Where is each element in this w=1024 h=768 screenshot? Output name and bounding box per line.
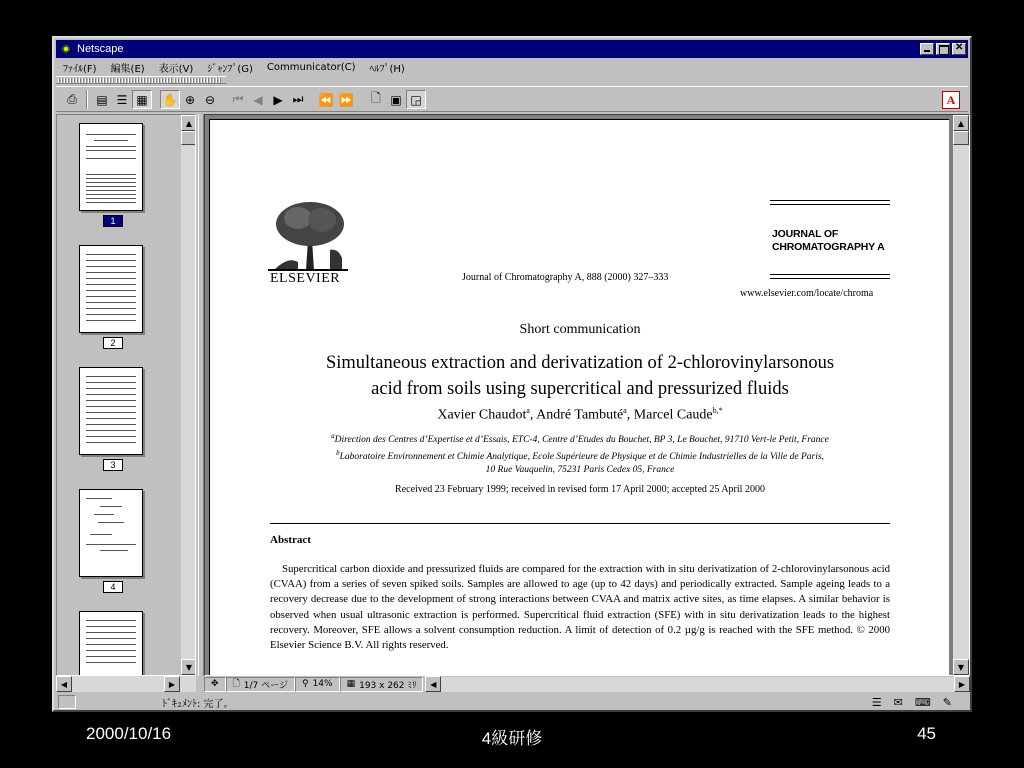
menu-help[interactable]: ﾍﾙﾌﾟ(H) (369, 63, 405, 75)
first-page-icon[interactable]: ⏮ (232, 92, 244, 106)
status-text: ﾄﾞｷｭﾒﾝﾄ: 完了。 (162, 698, 234, 710)
scroll-down-icon[interactable]: ▼ (953, 659, 969, 675)
navigator-icon[interactable]: ☰ (871, 695, 882, 709)
bookmarks-page-icon[interactable]: ☰ (116, 92, 128, 107)
thumbnail-page-3[interactable] (79, 367, 143, 455)
page-size-icon: ▦ (346, 679, 356, 689)
scroll-right-icon[interactable]: ▶ (164, 676, 180, 692)
page-size-text: 193 x 262 ﾐﾘ (359, 680, 417, 691)
page-icon: 🗋 (232, 679, 240, 689)
magnifier-icon: ⚲ (301, 679, 309, 689)
slide-topic: 4級研修 (481, 729, 543, 748)
menu-go[interactable]: ｼﾞｬﾝﾌﾟ(G) (207, 63, 253, 75)
scroll-thumb[interactable] (181, 131, 196, 145)
affiliation-marker: a (331, 432, 335, 440)
article-title-line: Simultaneous extraction and derivatization of 2-chlorovinylarsonous (325, 353, 835, 373)
scroll-left-icon[interactable]: ◀ (56, 676, 72, 692)
received-dates: Received 23 February 1999; received in revised form 17 April 2000; accepted 25 April 2000 (395, 484, 765, 495)
actual-size-icon[interactable]: 🗋 (371, 91, 381, 105)
zoom-text: 14% (312, 679, 333, 689)
go-back-icon[interactable]: ⏪ (318, 92, 334, 107)
affiliation-b: Laboratoire Environnement et Chimie Analytique, Ecole Supérieure de Physique et de Chimie Industrielles de la Ville de Paris, (339, 452, 824, 463)
thumbnail-label: 3 (103, 459, 123, 471)
journal-url[interactable]: www.elsevier.com/locate/chroma (740, 288, 874, 299)
netscape-window (52, 36, 972, 712)
print-icon[interactable]: ⎙ (67, 92, 77, 106)
scroll-thumb[interactable] (953, 131, 969, 145)
prev-page-icon[interactable]: ◀ (253, 92, 263, 107)
acrobat-toolbar (56, 86, 968, 112)
document-hscroll-track[interactable] (441, 677, 954, 692)
abstract-heading: Abstract (270, 534, 311, 546)
thumbnail-hscrollbar[interactable] (56, 676, 196, 692)
page-size-indicator[interactable] (340, 677, 424, 692)
toolbar-grip[interactable] (58, 78, 114, 83)
affiliations (250, 430, 910, 477)
journal-rule (770, 200, 890, 201)
scroll-left-icon[interactable]: ◀ (425, 676, 441, 692)
scroll-up-icon[interactable]: ▲ (953, 115, 969, 131)
author-list: Xavier Chaudot$^a$, André Tambuté$^a$, Marcel Caude$^{b,*}$ (437, 406, 723, 423)
journal-citation: Journal of Chromatography A, 888 (2000) 327–333 (462, 272, 669, 283)
scroll-right-icon[interactable]: ▶ (954, 676, 970, 692)
affiliation-a: Direction des Centres d’Expertise et d’Essais, ETC-4, Centre d’Etudes du Bouchet, BP 3, Le Bouchet, 91710 Vert-le Petit, France (334, 435, 829, 446)
toolbar-grip[interactable] (116, 78, 172, 83)
author-name: André Tambuté (536, 407, 624, 423)
thumbnail-label: 4 (103, 581, 123, 593)
publisher-name: ELSEVIER (270, 271, 341, 286)
journal-title-line: JOURNAL OF (772, 228, 839, 240)
maximize-button[interactable] (936, 43, 950, 55)
affiliation-marker: b,* (712, 406, 723, 415)
slide-number: 45 (917, 724, 936, 743)
thumbnail-scrollbar[interactable] (181, 115, 196, 675)
slide-date: 2000/10/16 (86, 724, 172, 743)
thumbnail-label: 1 (103, 215, 123, 227)
zoom-out-icon[interactable]: ⊖ (204, 92, 216, 107)
thumbnail-page-4[interactable] (79, 489, 143, 577)
collapsed-toolbars[interactable] (56, 76, 226, 84)
last-page-icon[interactable]: ⏭ (292, 92, 304, 106)
journal-rule (770, 204, 890, 205)
scroll-down-icon[interactable]: ▼ (181, 659, 196, 675)
component-tray (872, 696, 952, 709)
abstract-text: Supercritical carbon dioxide and pressurized fluids are compared for the extraction with in situ derivatization of 2-chlorovinylarsonous acid (CVAA) from a series of seven spiked soils. Samples are allowed to age (up to 42 days) and periodically extracted. Sample ageing leads to a recovery decrease due to the development of strong interactions between CVAA and matrix active sites, as time elapses. A similar behavior is observed when usual ultrasonic extraction is performed. Supercritical fluid extraction (SFE) with in situ derivatization leads to the highest recovery. Moreover, SFE allows a solvent consumption reduction. A limit of detection of 0.2 µg/g is reached with the SFE method. © 2000 Elsevier Science B.V. All rights reserved. (270, 563, 890, 652)
fit-page-icon[interactable]: ▣ (390, 92, 402, 107)
menu-communicator[interactable]: Communicator(C) (266, 61, 356, 73)
article-title-line: acid from soils using supercritical and pressurized fluids (371, 379, 789, 399)
slide-footer (0, 724, 1024, 748)
fit-width-icon[interactable]: ◲ (406, 90, 426, 109)
zoom-indicator[interactable] (295, 677, 340, 692)
author-name: Marcel Caude (633, 407, 713, 423)
page-indicator[interactable] (226, 677, 295, 692)
journal-title (772, 228, 885, 254)
pdf-page (209, 119, 949, 676)
abstract-rule (270, 523, 890, 524)
thumbnails-page-icon[interactable]: ▦ (132, 90, 152, 109)
affiliation-b-address: 10 Rue Vauquelin, 75231 Paris Cedex 05, France (485, 465, 675, 476)
browser-status-bar (56, 694, 968, 710)
section-type: Short communication (519, 322, 641, 337)
discussion-icon[interactable]: ⌨ (914, 695, 931, 709)
thumbnail-page-1[interactable] (79, 123, 143, 211)
thumbnail-page-5[interactable] (79, 611, 143, 676)
mail-icon[interactable]: ✉ (893, 695, 903, 709)
menu-file[interactable]: ﾌｧｲﾙ(F) (63, 63, 97, 75)
minimize-button[interactable] (920, 43, 934, 55)
toolbar-grip[interactable] (174, 78, 222, 83)
zoom-in-icon[interactable]: ⊕ (184, 92, 196, 107)
acrobat-icon[interactable]: A (942, 91, 960, 109)
close-button[interactable] (952, 43, 966, 55)
author-name: Xavier Chaudot (437, 407, 527, 423)
scroll-up-icon[interactable]: ▲ (181, 115, 196, 131)
thumbnail-page-2[interactable] (79, 245, 143, 333)
journal-title-line: CHROMATOGRAPHY A (772, 241, 885, 253)
netscape-logo-icon (59, 42, 73, 56)
document-scrollbar[interactable] (953, 115, 969, 675)
thumbnail-pane (56, 114, 196, 676)
document-pane (204, 114, 970, 676)
page-indicator-text: 1/7 ページ (243, 680, 288, 691)
page-only-icon[interactable]: ▤ (96, 92, 108, 107)
thumbnail-label: 2 (103, 337, 123, 349)
affiliation-marker: a (526, 406, 530, 415)
window-title: Netscape (77, 43, 124, 55)
affiliation-marker: a (623, 406, 627, 415)
journal-rule (770, 274, 890, 275)
go-forward-icon[interactable]: ⏩ (338, 92, 354, 107)
title-bar[interactable] (56, 40, 968, 58)
composer-icon[interactable]: ✎ (942, 695, 952, 709)
move-icon[interactable]: ✥ (204, 677, 226, 692)
affiliation-marker: b (336, 449, 340, 458)
article-title (260, 350, 900, 402)
menu-bar (56, 58, 968, 76)
document-status-bar (204, 676, 970, 692)
next-page-icon[interactable]: ▶ (273, 92, 283, 107)
journal-rule (770, 278, 890, 279)
elsevier-tree-logo (268, 200, 348, 272)
menu-edit[interactable]: 編集(E) (110, 63, 145, 75)
menu-view[interactable]: 表示(V) (158, 63, 194, 75)
toolbar-separator (86, 90, 88, 109)
security-lock-icon[interactable] (58, 695, 76, 709)
hand-tool-icon[interactable]: ✋ (160, 90, 180, 109)
